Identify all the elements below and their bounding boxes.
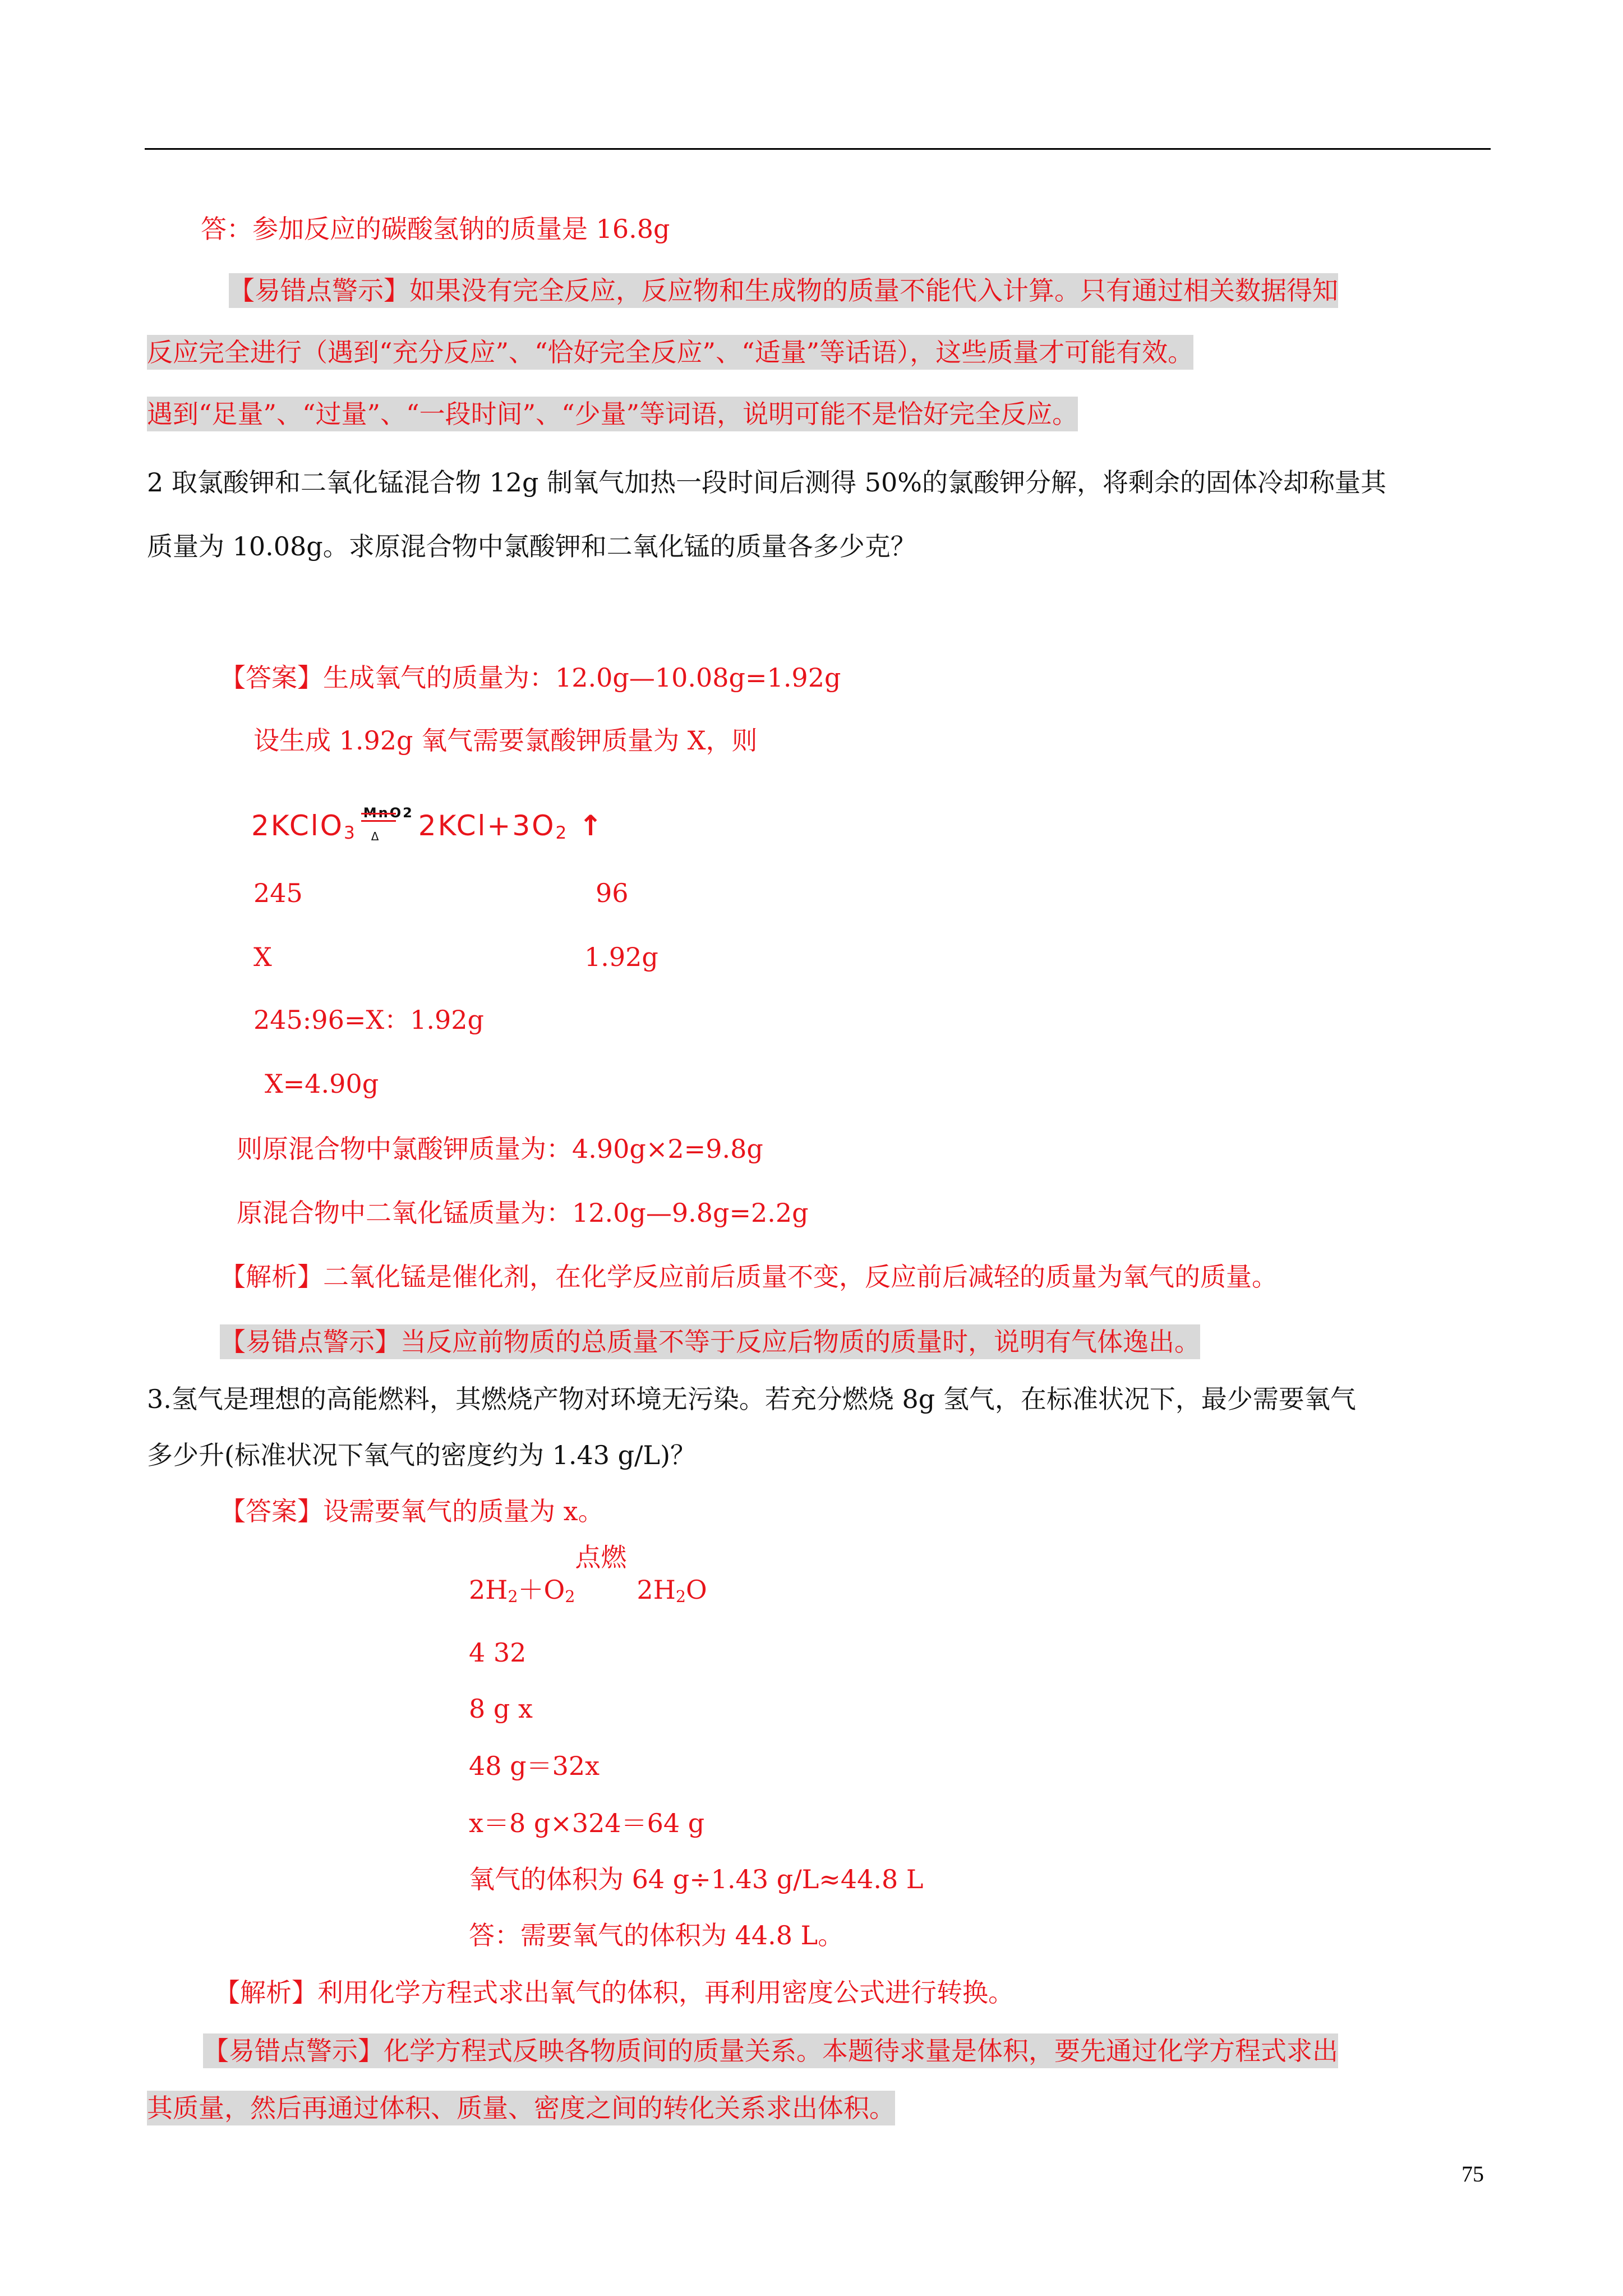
gas-arrow-icon: ↑	[579, 809, 605, 842]
question-3-line-1: 3.氢气是理想的高能燃料，其燃烧产物对环境无污染。若充分燃烧 8g 氢气，在标准状况下，最少需要氧气	[147, 1384, 1356, 1414]
question-2-line-1: 2 取氯酸钾和二氧化锰混合物 12g 制氧气加热一段时间后测得 50%的氯酸钾分解，将剩余的固体冷却称量其	[147, 467, 1386, 498]
q2-ratio-row-2-right: 1.92g	[584, 942, 658, 972]
warning-1-line-3: 遇到“足量”、“过量”、“一段时间”、“少量”等词语，说明可能不是恰好完全反应。	[147, 397, 1078, 431]
q3-volume: 氧气的体积为 64 g÷1.43 g/L≈44.8 L	[469, 1864, 924, 1894]
q2-analysis: 【解析】二氧化锰是催化剂，在化学反应前后质量不变，反应前后减轻的质量为氧气的质量。	[220, 1262, 1278, 1292]
warning-1-line-1: 【易错点警示】如果没有完全反应，反应物和生成物的质量不能代入计算。只有通过相关数据得知	[229, 274, 1338, 307]
reaction-condition: MnO2 Δ	[357, 816, 418, 850]
q2-warning: 【易错点警示】当反应前物质的总质量不等于反应后物质的质量时，说明有气体逸出。	[220, 1325, 1200, 1359]
q2-kclo3-mass: 则原混合物中氯酸钾质量为：4.90g×2=9.8g	[237, 1134, 763, 1164]
q3-warning-line-1: 【易错点警示】化学方程式反映各物质间的质量关系。本题待求量是体积，要先通过化学方程式求出	[203, 2034, 1338, 2068]
q2-ratio-row-2-left: X	[253, 942, 272, 972]
answer-label: 【答案】	[220, 1496, 323, 1526]
q2-answer	[220, 661, 841, 694]
header-rule	[145, 148, 1491, 150]
q3-final-answer: 答：需要氧气的体积为 44.8 L。	[469, 1920, 844, 1950]
q3-proportion: 48 g＝32x	[469, 1751, 600, 1781]
q2-proportion: 245:96=X：1.92g	[253, 1005, 484, 1035]
previous-answer: 答：参加反应的碳酸氢钠的质量是 16.8g	[201, 214, 670, 244]
warning-1-line-2: 反应完全进行（遇到“充分反应”、“恰好完全反应”、“适量”等话语），这些质量才可能有效。	[147, 335, 1193, 369]
q2-setup: 设生成 1.92g 氧气需要氯酸钾质量为 X，则	[253, 725, 758, 756]
page-number: 75	[1461, 2161, 1484, 2187]
q3-analysis: 【解析】利用化学方程式求出氧气的体积，再利用密度公式进行转换。	[214, 1977, 1014, 2008]
answer-text: 设需要氧气的质量为 x。	[323, 1496, 604, 1526]
question-3-line-2: 多少升(标准状况下氧气的密度约为 1.43 g/L)？	[147, 1440, 697, 1470]
q2-mno2-mass: 原混合物中二氧化锰质量为：12.0g—9.8g=2.2g	[237, 1198, 809, 1228]
answer-label: 【答案】	[220, 662, 323, 693]
q3-ratio-row-2: 8 g x	[469, 1694, 533, 1724]
q2-ratio-row-1-right: 96	[596, 878, 629, 908]
q3-answer	[220, 1494, 604, 1528]
q2-equation: 2KClO$_3$ MnO2 Δ $2KCl+3O_2$ ↑	[251, 809, 604, 850]
q3-x-value: x＝8 g×324＝64 g	[469, 1808, 705, 1838]
q2-ratio-row-1-left: 245	[253, 878, 303, 908]
q3-ratio-row-1: 4 32	[469, 1637, 527, 1668]
q2-x-value: X=4.90g	[265, 1069, 379, 1099]
q3-warning-line-2: 其质量，然后再通过体积、质量、密度之间的转化关系求出体积。	[147, 2091, 895, 2125]
q3-equation: $2H_2+O_2$ 点燃 $2H_2O$	[469, 1542, 707, 1606]
reaction-condition: 点燃	[575, 1542, 627, 1572]
answer-text: 生成氧气的质量为：12.0g—10.08g=1.92g	[323, 662, 841, 693]
question-2-line-2: 质量为 10.08g。求原混合物中氯酸钾和二氧化锰的质量各多少克？	[147, 531, 916, 562]
